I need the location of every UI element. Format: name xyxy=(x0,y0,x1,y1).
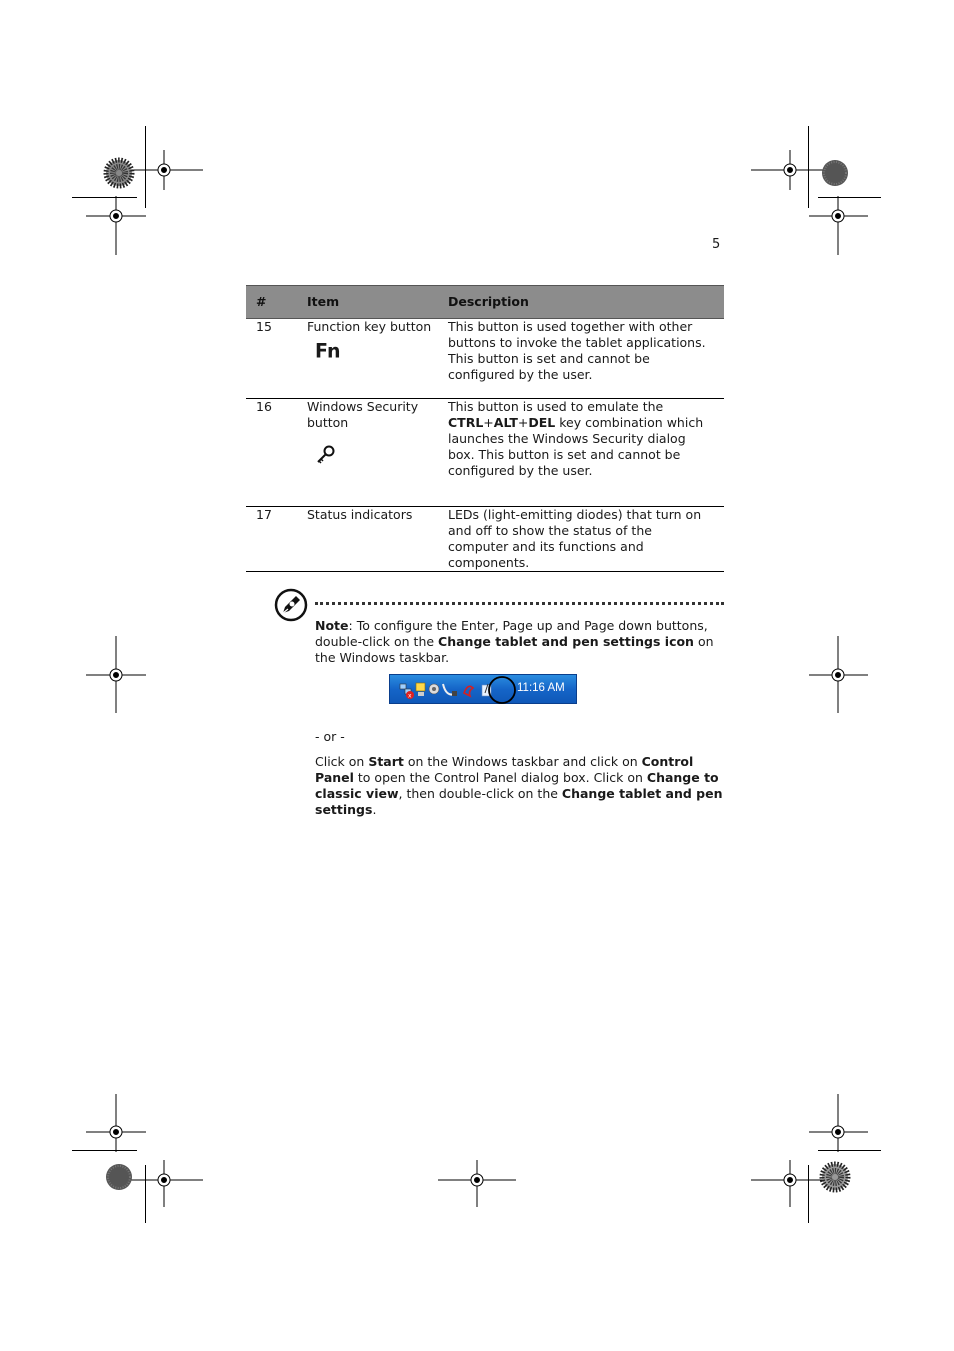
starburst-3 xyxy=(106,1164,132,1190)
starburst-1 xyxy=(106,160,132,186)
row-item xyxy=(297,319,438,399)
page-number: 5 xyxy=(712,237,721,252)
target-7 xyxy=(86,1094,146,1152)
network-icon xyxy=(400,684,414,700)
row-description: This button is used to emulate the CTRL+ALT+DEL key combination which launches the Windows Security dialog box. This button is set and cannot be configured by the user. xyxy=(438,399,724,507)
item-label: Function key button xyxy=(307,319,432,334)
target-6 xyxy=(809,636,868,713)
del-key: DEL xyxy=(528,415,556,430)
alt-key: ALT xyxy=(493,415,518,430)
svg-text:x: x xyxy=(408,692,412,700)
table-row xyxy=(246,399,724,507)
monitor-icon xyxy=(416,683,425,696)
starburst-4 xyxy=(822,1164,848,1190)
button-description-table xyxy=(246,285,724,572)
row-item: Status indicators xyxy=(297,507,438,572)
highlight-circle xyxy=(486,675,520,705)
red-indicator-icon xyxy=(464,686,473,696)
row-number: 17 xyxy=(246,507,297,572)
target-2 xyxy=(86,196,146,255)
note-divider xyxy=(315,602,724,605)
note-text: Note: To configure the Enter, Page up and Page down buttons, double-click on the Change tablet and pen settings icon on the Windows taskbar. xyxy=(315,618,714,665)
table-header-row xyxy=(246,286,724,319)
windows-taskbar-screenshot xyxy=(389,674,577,704)
target-1 xyxy=(125,150,203,190)
table-row xyxy=(246,507,724,572)
key-icon xyxy=(315,444,438,470)
or-separator: - or - xyxy=(315,729,345,744)
target-4 xyxy=(809,196,868,255)
starburst-2 xyxy=(822,160,848,186)
ctrl-key: CTRL xyxy=(448,415,484,430)
note-pen-icon xyxy=(274,588,308,626)
taskbar-clock: 11:16 AM xyxy=(517,682,565,694)
header-number: # xyxy=(246,286,297,319)
target-9 xyxy=(125,1160,203,1207)
target-10 xyxy=(438,1160,516,1207)
row-item xyxy=(297,399,438,507)
target-8 xyxy=(809,1094,868,1152)
note-label: Note xyxy=(315,618,349,633)
fn-key-icon: Fn xyxy=(315,339,340,363)
target-11 xyxy=(751,1160,829,1207)
target-3 xyxy=(751,150,829,190)
row-number: 16 xyxy=(246,399,297,507)
table-row xyxy=(246,319,724,399)
header-description: Description xyxy=(438,286,724,319)
row-description: LEDs (light-emitting diodes) that turn on and off to show the status of the computer and its functions and components. xyxy=(438,507,724,572)
header-item: Item xyxy=(297,286,438,319)
speaker-icon xyxy=(429,684,439,694)
item-label: Windows Security button xyxy=(307,399,419,430)
row-description: This button is used together with other buttons to invoke the tablet applications. This button is set and cannot be configured by the user. xyxy=(438,319,724,399)
instructions-text: Click on Start on the Windows taskbar and click on Control Panel to open the Control Panel dialog box. Click on Change to classic view, then double-click on the Change tablet and pen settings. xyxy=(315,754,723,817)
pen-cable-icon xyxy=(443,684,457,696)
row-number: 15 xyxy=(246,319,297,399)
target-5 xyxy=(86,636,146,713)
